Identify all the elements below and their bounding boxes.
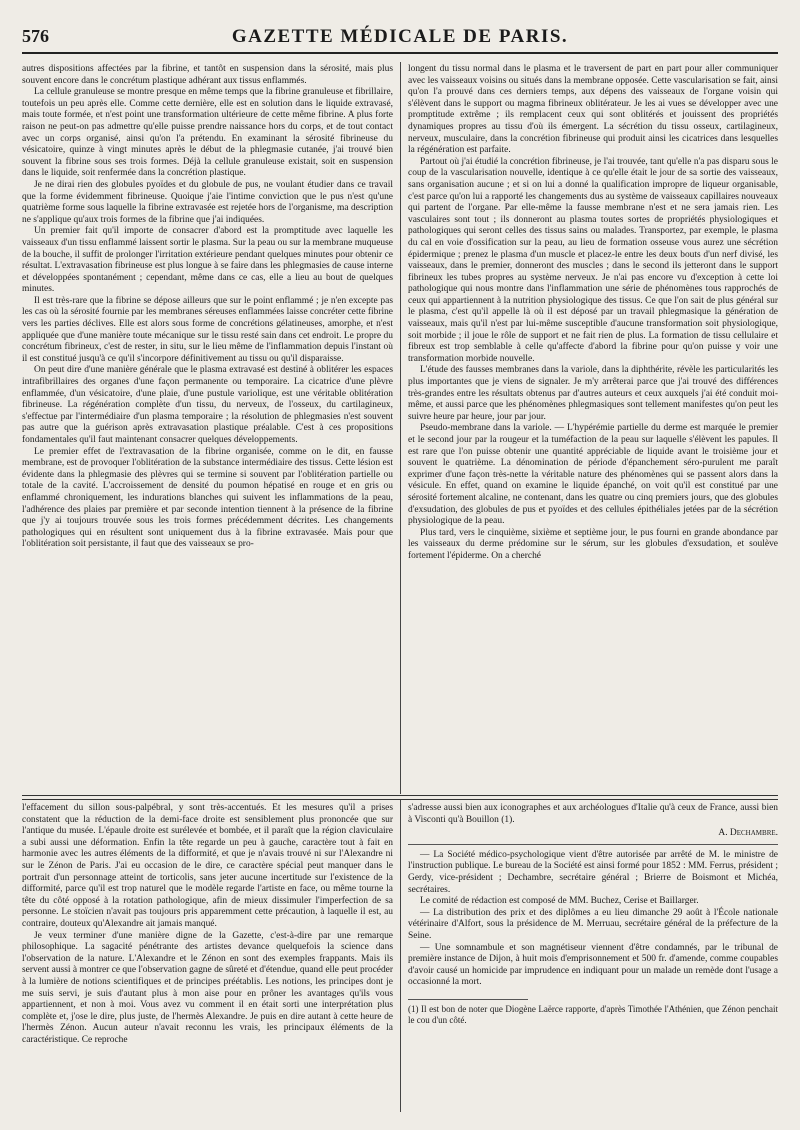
footnote-divider — [408, 999, 528, 1000]
paragraph: On peut dire d'une manière générale que le plasma extravasé est destiné à oblitérer les espaces intrafibrillaires des organes d'une façon permanente ou temporaire. La cicatrice d'une plèvre enflammée, d'un vésicatoire, d'une plaie, d'une pustule variolique, est une véritable oblitération fibrineuse. La régénération complète d'un tissu, du nerveux, de l'osseux, du cartilagineux, s'effectue par l'intermédiaire d'un plasma temporaire ; la résolution de phlegmasies n'est souvent pas autre que la guérison après extravasation plastique préalable. C'est à ces propositions fondamentales qu'il faut maintenant consacrer quelques développements. — [22, 365, 393, 445]
column-divider — [400, 800, 401, 1112]
paragraph: l'effacement du sillon sous-palpébral, y sont très-accentués. Et les mesures qu'il a prises constatent que la réduction de la demi-face droite est sensiblement plus prononcée que sur l'antique du musée. L'épaule droite est surélevée et bombée, et il paraît que la région claviculaire a subi aussi une déformation. Enfin la tête regarde un peu à gauche, caractère tout à fait en harmonie avec les autres éléments de la difformité, et que je n'avais trouvé ni sur l'Alexandre ni sur le Zénon de Paris. J'ai eu occasion de le dire, ce caractère spécial peut manquer dans le portrait d'un personnage atteint de torticolis, sans jeter aucune incertitude sur l'existence de la difformité, parce qu'il est trop naturel que le modèle regarde l'artiste en face, ou même tourne la tête du côté opposé à la rotation pathologique, afin de mieux dissimuler l'imperfection de sa personne. Le stoïcien n'avait pas toujours pris apparemment cette précaution, à laquelle il est, au contraire, douteux qu'Alexandre ait jamais manqué. — [22, 803, 393, 929]
running-title: GAZETTE MÉDICALE DE PARIS. — [231, 26, 569, 47]
paragraph: longent du tissu normal dans le plasma et le traversent de part en part pour aller communiquer avec les vaisseaux voisins ou situés dans la membrane opposée. Cette vascularisation se fait, ainsi qu'on l'a prouvé dans ces derniers temps, aux dépens des vaisseaux de l'organe voisin qui s'élèvent dans le support ou magma fibrineux oblitérateur. Je les ai vues se développer avec une promptitude extrême ; ils remplacent ceux qui sont oblitérés et jouissent des propriétés dynamiques propres au tissu d'où ils émergent. La sécrétion du tissu osseux, cartilagineux, nerveux, musculaire, dans la concrétion fibrineuse qui produit ainsi les cicatrices dans lesquelles la régénération est parfaite. — [408, 64, 778, 156]
column-divider — [400, 62, 401, 794]
page-number: 576 — [22, 26, 49, 46]
page-header — [22, 26, 778, 54]
feuilleton-column-left — [22, 803, 393, 1115]
news-item: — Une somnambule et son magnétiseur viennent d'être condamnés, par le tribunal de première instance de Dijon, à huit mois d'emprisonnement et 500 fr. d'amende, comme coupables d'avoir causé un homicide par imprudence en indiquant pour un malade un remède dont l'usage a occasionné la mort. — [408, 942, 778, 988]
paragraph: La cellule granuleuse se montre presque en même temps que la fibrine granuleuse et fibrillaire, toutefois un peu après elle. Comme cette dernière, elle est en solution dans le liquide extravasé, mais toute formée, et n'est point une transformation ultérieure de cette même fibrine. A plus forte raison ne peut-on pas admettre qu'elle puisse prendre naissance hors du corps, et de tout contact avec un corps organisé, ainsi qu'on l'a prétendu. En examinant la sérosité fibrineuse du vésicatoire, quinze à vingt minutes après le début de la phlegmasie cutanée, j'ai trouvé bien souvent la fibrine sous ses trois formes. Déjà la cellule granuleuse existait, soit en suspension dans le liquide, soit renfermée dans la concrétion plastique. — [22, 87, 393, 179]
paragraph: autres dispositions affectées par la fibrine, et tantôt en suspension dans la sérosité, mais plus souvent encore dans le concrétum plastique adhérant aux tissus enflammés. — [22, 64, 393, 86]
paragraph: L'étude des fausses membranes dans la variole, dans la diphthérite, révèle les particularités les plus importantes que je viens de signaler. Je m'y arrêterai parce que j'ai trouvé des différences très-grandes entre les résultats obtenus par d'autres auteurs et ceux auxquels j'ai été conduit moi-même, et aussi parce que les phénomènes phlegmasiques sont tellement manifestes qu'on peut les suivre heure par heure, jour par jour. — [408, 365, 778, 422]
paragraph: Je ne dirai rien des globules pyoïdes et du globule de pus, ne voulant étudier dans ce travail que la forme évidemment fibrineuse. Quoique j'aie l'intime conviction que le pus n'est qu'une quatrième forme sous laquelle la fibrine extravasée est rejetée hors de l'organisme, ma description ne s'applique qu'aux trois formes de la fibrine que j'ai indiquées. — [22, 179, 393, 225]
paragraph: Il est très-rare que la fibrine se dépose ailleurs que sur le point enflammé ; je n'en excepte pas les cas où la sérosité fournie par les membranes séreuses enflammées laisse concréter cette fibrine vers les parties déclives. Elle est alors sous forme de concrétions gélatineuses, amorphe, et n'est appliquée que d'une manière toute mécanique sur le tissu resté sain dans cet endroit. Le propre du concrétum fibrineux, c'est de rester, in situ, sur le lieu même de l'inflammation depuis l'instant où il est constitué jusqu'à ce qu'il s'incorpore définitivement au tissu ou qu'il disparaisse. — [22, 295, 393, 364]
paragraph: Le premier effet de l'extravasation de la fibrine organisée, comme on le dit, en fausse membrane, est de provoquer l'oblitération de la substance intermédiaire des tissus. Cette lésion est évidente dans la phlegmasie des plèvres qui se termine si souvent par l'oblitération partielle ou totale de la cavité. L'accroissement de densité du poumon hépatisé en rouge et en gris ou enflammé chroniquement, les indurations blanches qui suivent les inflammations de la peau, l'adhérence des plaies par première et par seconde intention tiennent à la présence de la fibrine que j'y ai toujours trouvée sous les trois formes précédemment décrites. Les changements pathologiques qui en résultent sont uniquement dus à la fibrine extravasée. Mais pour que l'oblitération soit persistante, il faut que des vaisseaux se pro- — [22, 446, 393, 550]
news-item: — La Société médico-psychologique vient d'être autorisée par arrêté de M. le ministre de l'instruction publique. Le bureau de la Société est ainsi formé pour 1852 : MM. Ferrus, président ; Gerdy, vice-président ; Dechambre, secrétaire général ; Brierre de Boismont et Michéa, secrétaires. — [408, 849, 778, 895]
feuilleton-column-right — [408, 803, 778, 1115]
section-paragraph-variole: Pseudo-membrane dans la variole. — L'hypérémie partielle du derme est marquée le premier et le second jour par la rougeur et la tuméfaction de la peau sur laquelle s'élèvent les papules. Il est rare que l'on puisse obtenir une quantité appréciable de liquide avant le troisième jour et souvent le quatrième. La dénomination de période d'épanchement séro-purulent me paraît exprimer d'une façon très-nette la véritable nature des phénomènes qui se passent alors dans la vésicule. En effet, quand on examine le liquide épanché, on voit qu'il est constitué par une sérosité fortement alcaline, ne contenant, dans les quatre ou cinq premiers jours, que des globules d'exsudation, des globules de pus et pyoïdes et des cellules épithéliales jetées par de la sécrétion physiologique de la peau. — [408, 423, 778, 527]
news-item: — La distribution des prix et des diplômes a eu lieu dimanche 29 août à l'École nationale vétérinaire d'Alfort, sous la présidence de M. Merruau, secrétaire général de la préfecture de la Seine. — [408, 907, 778, 941]
footnote — [408, 1004, 778, 1026]
paragraph: s'adresse aussi bien aux iconographes et aux archéologues d'Italie qu'à ceux de France, aussi bien à Visconti qu'à Bouillon (1). — [408, 803, 778, 825]
news-item: Le comité de rédaction est composé de MM. Buchez, Cerise et Baillarger. — [420, 896, 699, 907]
paragraph: Un premier fait qu'il importe de consacrer d'abord est la promptitude avec laquelle les vaisseaux d'un tissu enflammé laissent sortir le plasma. Sur la peau ou sur la membrane muqueuse de la bouche, il suffit de prolonger l'irritation extérieure pendant quelques minutes pour obtenir ce résultat. L'extravasation fibrineuse est plus longue à se faire dans les phlegmasies de cause interne et développées spontanément ; cependant, même dans ce cas, elle a lieu au bout de quelques minutes. — [22, 226, 393, 295]
footnote-text: (1) Il est bon de noter que Diogène Laërce rapporte, d'après Timothée l'Athénien, que Zénon penchait le cou d'un côté. — [408, 1003, 778, 1025]
article-column-top-right — [408, 64, 778, 790]
paragraph: Partout où j'ai étudié la concrétion fibrineuse, je l'ai trouvée, tant qu'elle n'a pas disparu sous le coup de la vascularisation nouvelle, identique à ce qu'elle était le jour de sa sortie des vaisseaux, sans organisation aucune ; et si on lui a donné la qualification impropre de liqueur organisable, c'est parce qu'on lui a rapporté les changements dus au système de vaisseaux capillaires nouveaux qui partent de l'organe. Par elle-même la fausse membrane n'est et ne sera jamais rien. Les vasculaires sont tout ; ils donneront au plasma toutes sortes de propriétés physiologiques et pathologiques qui seront celles des tissus sains ou malades. Transportez, par exemple, le plasma du cal en voie d'ossification sur la peau, au lieu de formation osseuse vous aurez une sécrétion épidermique ; prenez le plasma d'un muscle et placez-le entre les deux bouts d'un nerf divisé, les vaisseaux, dans le premier, donneront des muscles ; dans le second ils jetteront dans le support fibrineux les tubes propres au système nerveux. Je n'ai pas encore vu d'exception à cette loi pathologique qui nous montre dans l'inflammation une série de phénomènes tous rapprochés de ceux qui appartiennent à la nutrition physiologique des tissus. Ce que l'on sait de plus général sur le plasma, c'est qu'il appelle là où il est déposé par un travail phlegmasique la génération de vaisseaux, mais qu'il n'est par lui-même susceptible d'aucune transformation soit physiologique, soit morbide ; il joue le rôle de support et ne fait rien de plus. La formation de tissu cellulaire et fibreux est trop semblable à celle qu'affecte d'abord la fibrine pour qu'on puisse y voir une transformation morbide nouvelle. — [408, 156, 778, 364]
paragraph: Je veux terminer d'une manière digne de la Gazette, c'est-à-dire par une remarque philosophique. La sagacité pénétrante des artistes devance quelquefois la science dans l'observation de la nature. L'Alexandre et le Zénon en sont des exemples frappants. Mais ils servent aussi à montrer ce que l'observation gagne de sûreté et d'étendue, quand elle peut procéder à la lumière de notions scientifiques et de principes préétablis. Les notions, les principes dont je me suis servi, je suis d'autant plus à mon aise pour en prôner les avantages qu'ils vous appartiennent, et non à moi. Vous avez vu comment il en était sorti une interprétation plus complète et, j'ose le dire, plus juste, de l'hermès Alexandre. Je puis en dire autant à cette heure de l'hermès Zénon. Aucun auteur n'avait reconnu les vrais, les principaux éléments de la caractéristique. Ce reproche — [22, 930, 393, 1045]
paragraph: Plus tard, vers le cinquième, sixième et septième jour, le pus fourni en grande abondance par les vaisseaux du derme prédomine sur le sérum, sur les globules d'exsudation, et soulève fortement l'épiderme. On a cherché — [408, 527, 778, 561]
author-signature: A. Dechambre. — [718, 828, 778, 839]
article-column-top-left — [22, 64, 393, 790]
divider — [408, 844, 778, 845]
